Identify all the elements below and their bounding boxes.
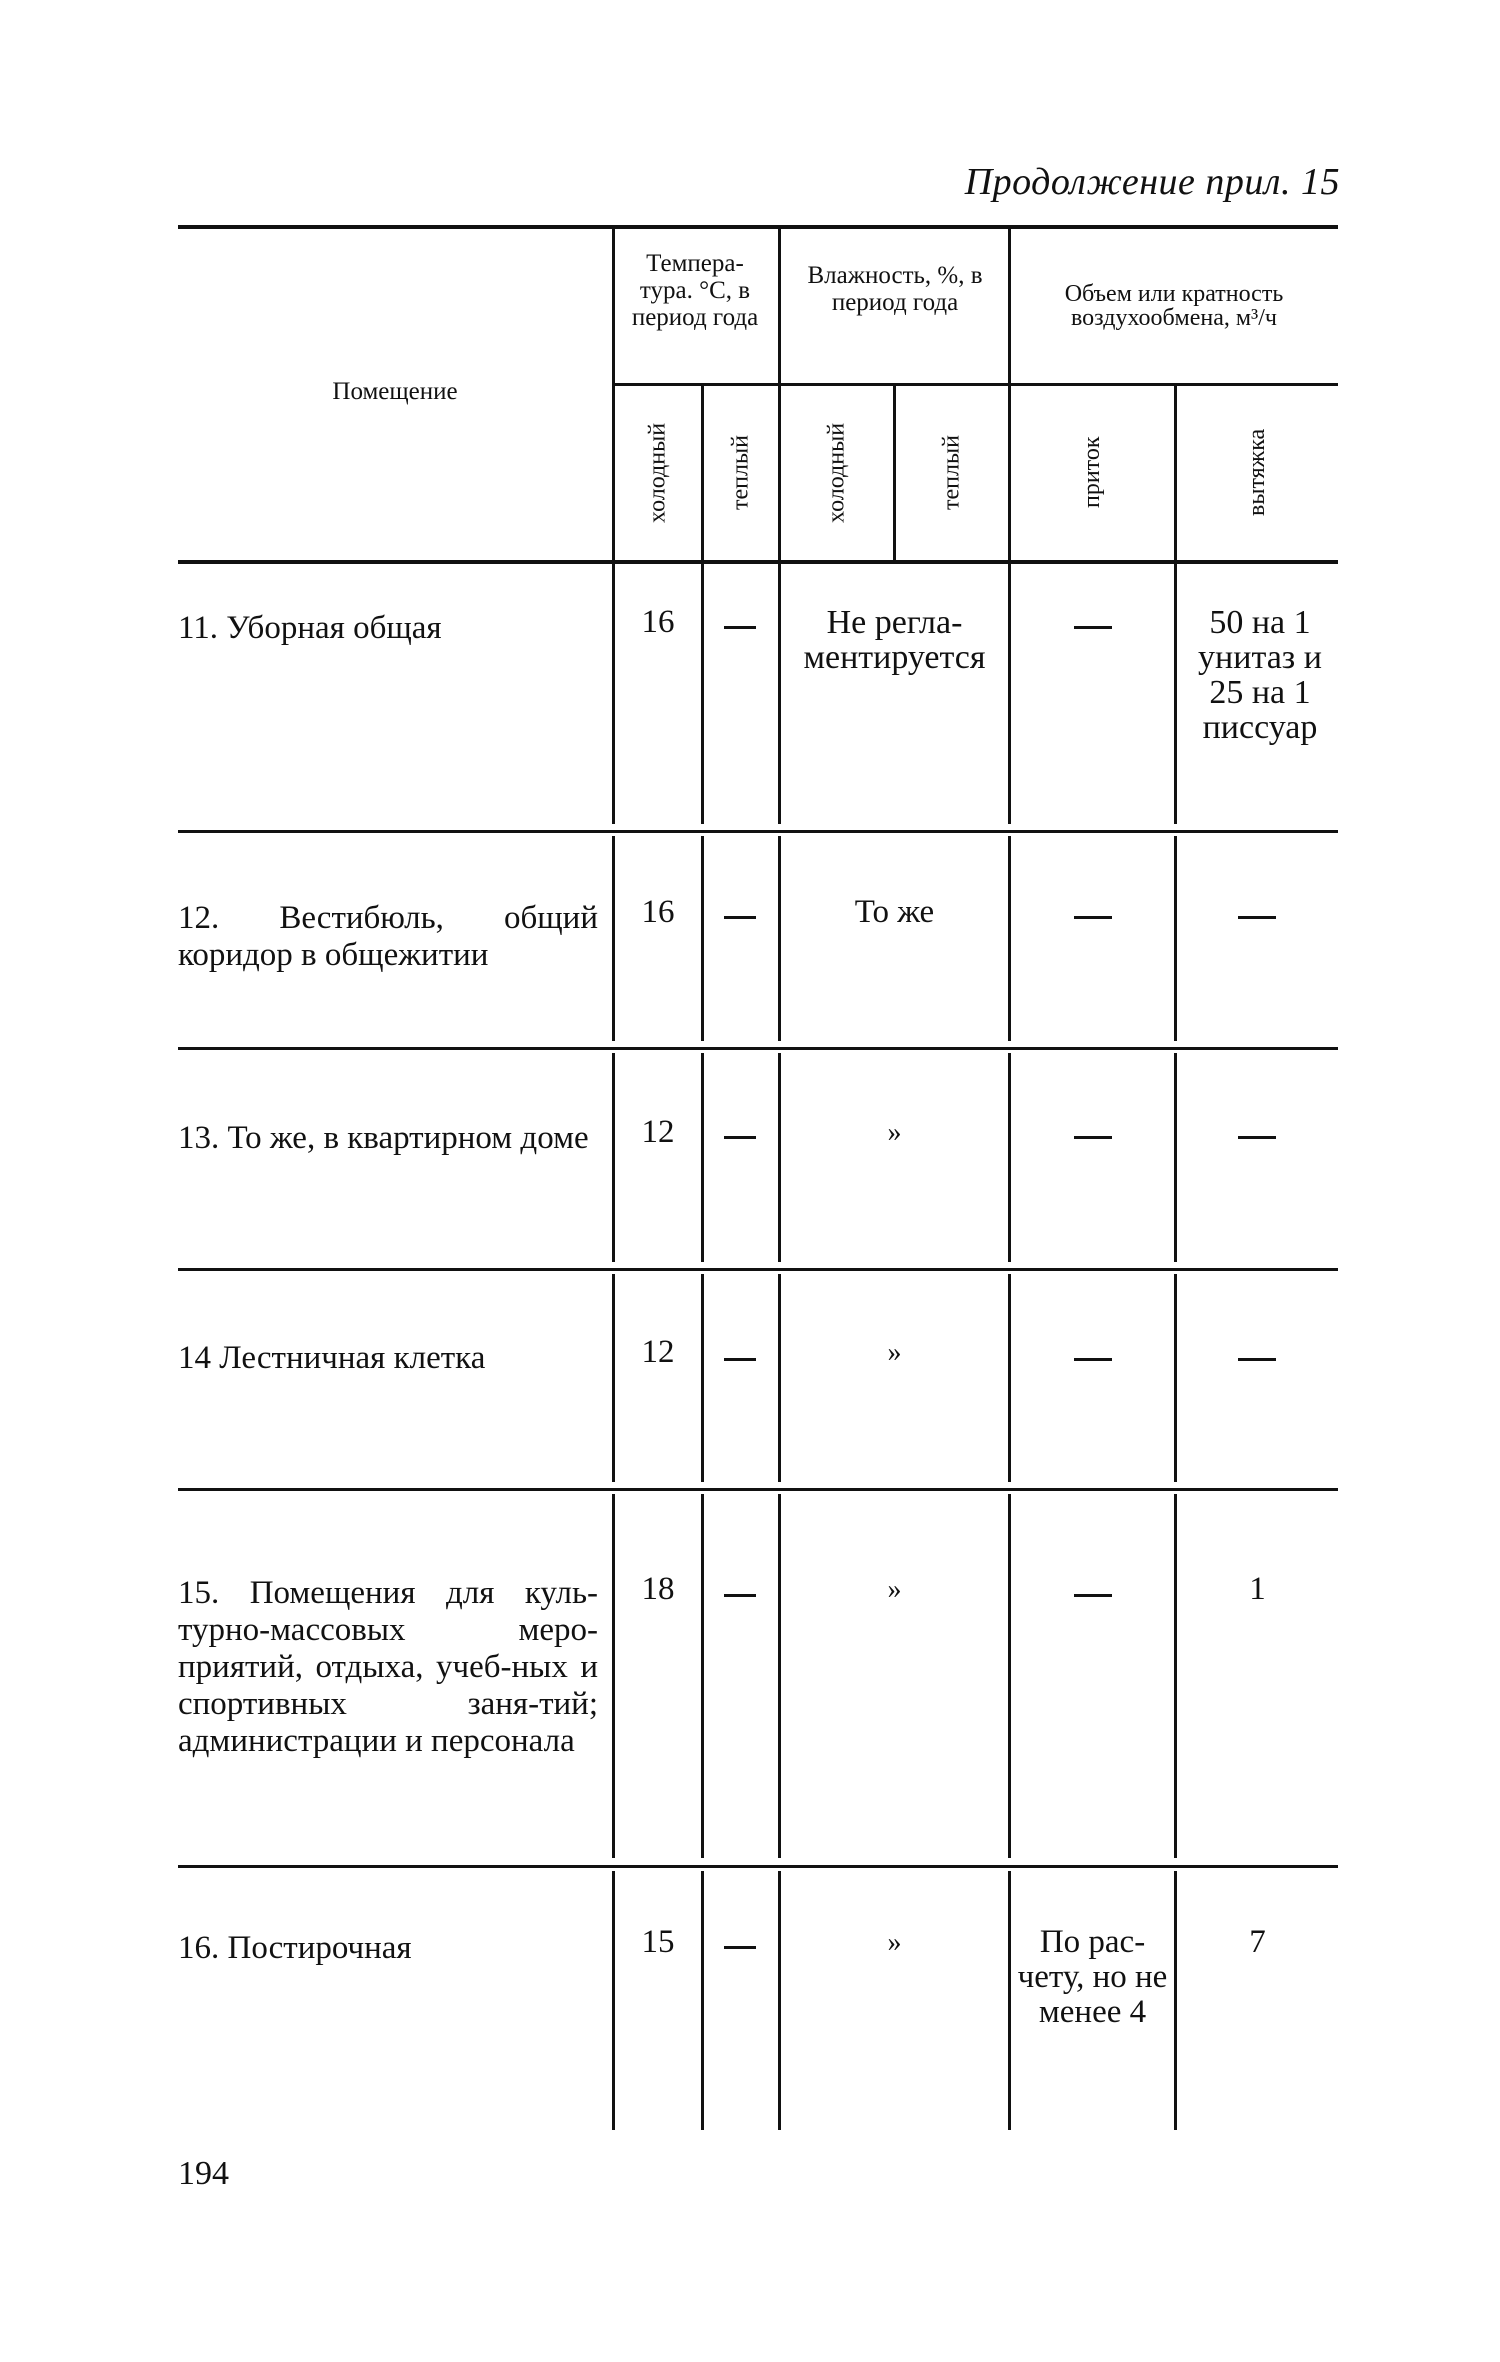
column-divider <box>1174 1274 1177 1482</box>
header-exhaust: вытяжка <box>1244 428 1270 517</box>
row-14-temp-cold: 12 <box>641 1334 675 1370</box>
row-14-exhaust-dash <box>1238 1358 1276 1361</box>
row-16-temp-cold: 15 <box>641 1924 675 1960</box>
row-13-exhaust-dash <box>1238 1136 1276 1139</box>
row-rule <box>178 830 1338 833</box>
header-bottom-rule <box>178 560 1338 564</box>
row-11-exhaust: 50 на 1 унитаз и 25 на 1 писсуар <box>1198 604 1322 746</box>
row-12-humidity: То же <box>854 894 935 930</box>
row-16-room: 16. Постирочная <box>178 1930 412 1966</box>
column-divider <box>1008 836 1011 1041</box>
column-divider <box>1174 1494 1177 1858</box>
row-rule <box>178 1488 1338 1491</box>
column-divider <box>1174 564 1177 824</box>
column-divider <box>701 1274 704 1482</box>
row-12-temp-cold: 16 <box>641 894 675 930</box>
row-11-supply-dash <box>1074 626 1112 629</box>
column-divider <box>701 836 704 1041</box>
column-divider <box>1008 1053 1011 1262</box>
row-14-humidity: » <box>887 1337 902 1368</box>
row-15-temp-warm-dash <box>724 1594 756 1597</box>
row-11-room: 11. Уборная общая <box>178 610 442 646</box>
column-divider <box>612 564 615 824</box>
header-humidity: Влажность, %, в период года <box>807 262 983 316</box>
header-temp-cold: холодный <box>644 422 671 523</box>
header-humidity-cold: холодный <box>823 422 850 523</box>
column-divider <box>701 1494 704 1858</box>
row-15-supply-dash <box>1074 1594 1112 1597</box>
row-rule <box>178 1047 1338 1050</box>
column-divider <box>778 1053 781 1262</box>
row-16-humidity: » <box>887 1927 902 1958</box>
row-15-room: 15. Помещения для куль-турно-массовых меро-приятий, отдыха, учеб-ных и спортивных заня-тий; администрации и персонала <box>178 1575 598 1759</box>
table-top-rule <box>178 225 1338 229</box>
column-divider <box>701 564 704 824</box>
column-divider <box>1008 1494 1011 1858</box>
column-divider <box>1174 1871 1177 2130</box>
column-divider <box>778 1871 781 2130</box>
header-supply: приток <box>1079 436 1105 509</box>
row-12-exhaust-dash <box>1238 916 1276 919</box>
header-subdivision-rule <box>612 383 1338 386</box>
column-divider <box>612 836 615 1041</box>
row-rule <box>178 1268 1338 1271</box>
header-humidity-warm: теплый <box>938 435 965 510</box>
page-number: 194 <box>178 2155 229 2192</box>
row-15-temp-cold: 18 <box>641 1571 675 1607</box>
row-16-temp-warm-dash <box>724 1946 756 1949</box>
header-temperature: Темпера-тура. °С, в период года <box>631 250 759 331</box>
row-11-humidity: Не регла-ментируется <box>803 604 986 676</box>
row-12-supply-dash <box>1074 916 1112 919</box>
column-divider <box>778 836 781 1041</box>
column-divider <box>1174 1053 1177 1262</box>
column-divider <box>612 1274 615 1482</box>
row-13-supply-dash <box>1074 1136 1112 1139</box>
row-13-room: 13. То же, в квартирном доме <box>178 1120 589 1156</box>
row-15-humidity: » <box>887 1574 902 1605</box>
row-14-temp-warm-dash <box>724 1358 756 1361</box>
row-12-room: 12. Вестибюль, общий коридор в общежитии <box>178 900 598 973</box>
row-12-temp-warm-dash <box>724 916 756 919</box>
row-16-exhaust: 7 <box>1249 1924 1266 1960</box>
header-air-exchange: Объем или кратность воздухообмена, м³/ч <box>1064 281 1284 331</box>
header-temp-warm: теплый <box>727 435 754 510</box>
header-room: Помещение <box>332 378 458 405</box>
row-11-temp-warm-dash <box>724 626 756 629</box>
column-divider <box>701 1871 704 2130</box>
column-divider <box>778 1494 781 1858</box>
column-divider <box>1008 564 1011 824</box>
column-divider <box>1174 836 1177 1041</box>
column-divider <box>1008 1274 1011 1482</box>
row-15-exhaust: 1 <box>1249 1571 1266 1607</box>
row-rule <box>178 1865 1338 1868</box>
column-divider <box>612 1871 615 2130</box>
column-divider <box>612 1494 615 1858</box>
row-13-temp-warm-dash <box>724 1136 756 1139</box>
column-divider <box>778 564 781 824</box>
running-head: Продолжение прил. 15 <box>964 161 1340 203</box>
column-divider <box>612 1053 615 1262</box>
row-13-humidity: » <box>887 1117 902 1148</box>
row-14-supply-dash <box>1074 1358 1112 1361</box>
row-11-temp-cold: 16 <box>641 604 675 640</box>
row-13-temp-cold: 12 <box>641 1114 675 1150</box>
column-divider <box>701 1053 704 1262</box>
row-14-room: 14 Лестничная клетка <box>178 1340 486 1376</box>
row-16-supply: По рас-чету, но не менее 4 <box>1017 1924 1168 2030</box>
column-divider <box>778 1274 781 1482</box>
